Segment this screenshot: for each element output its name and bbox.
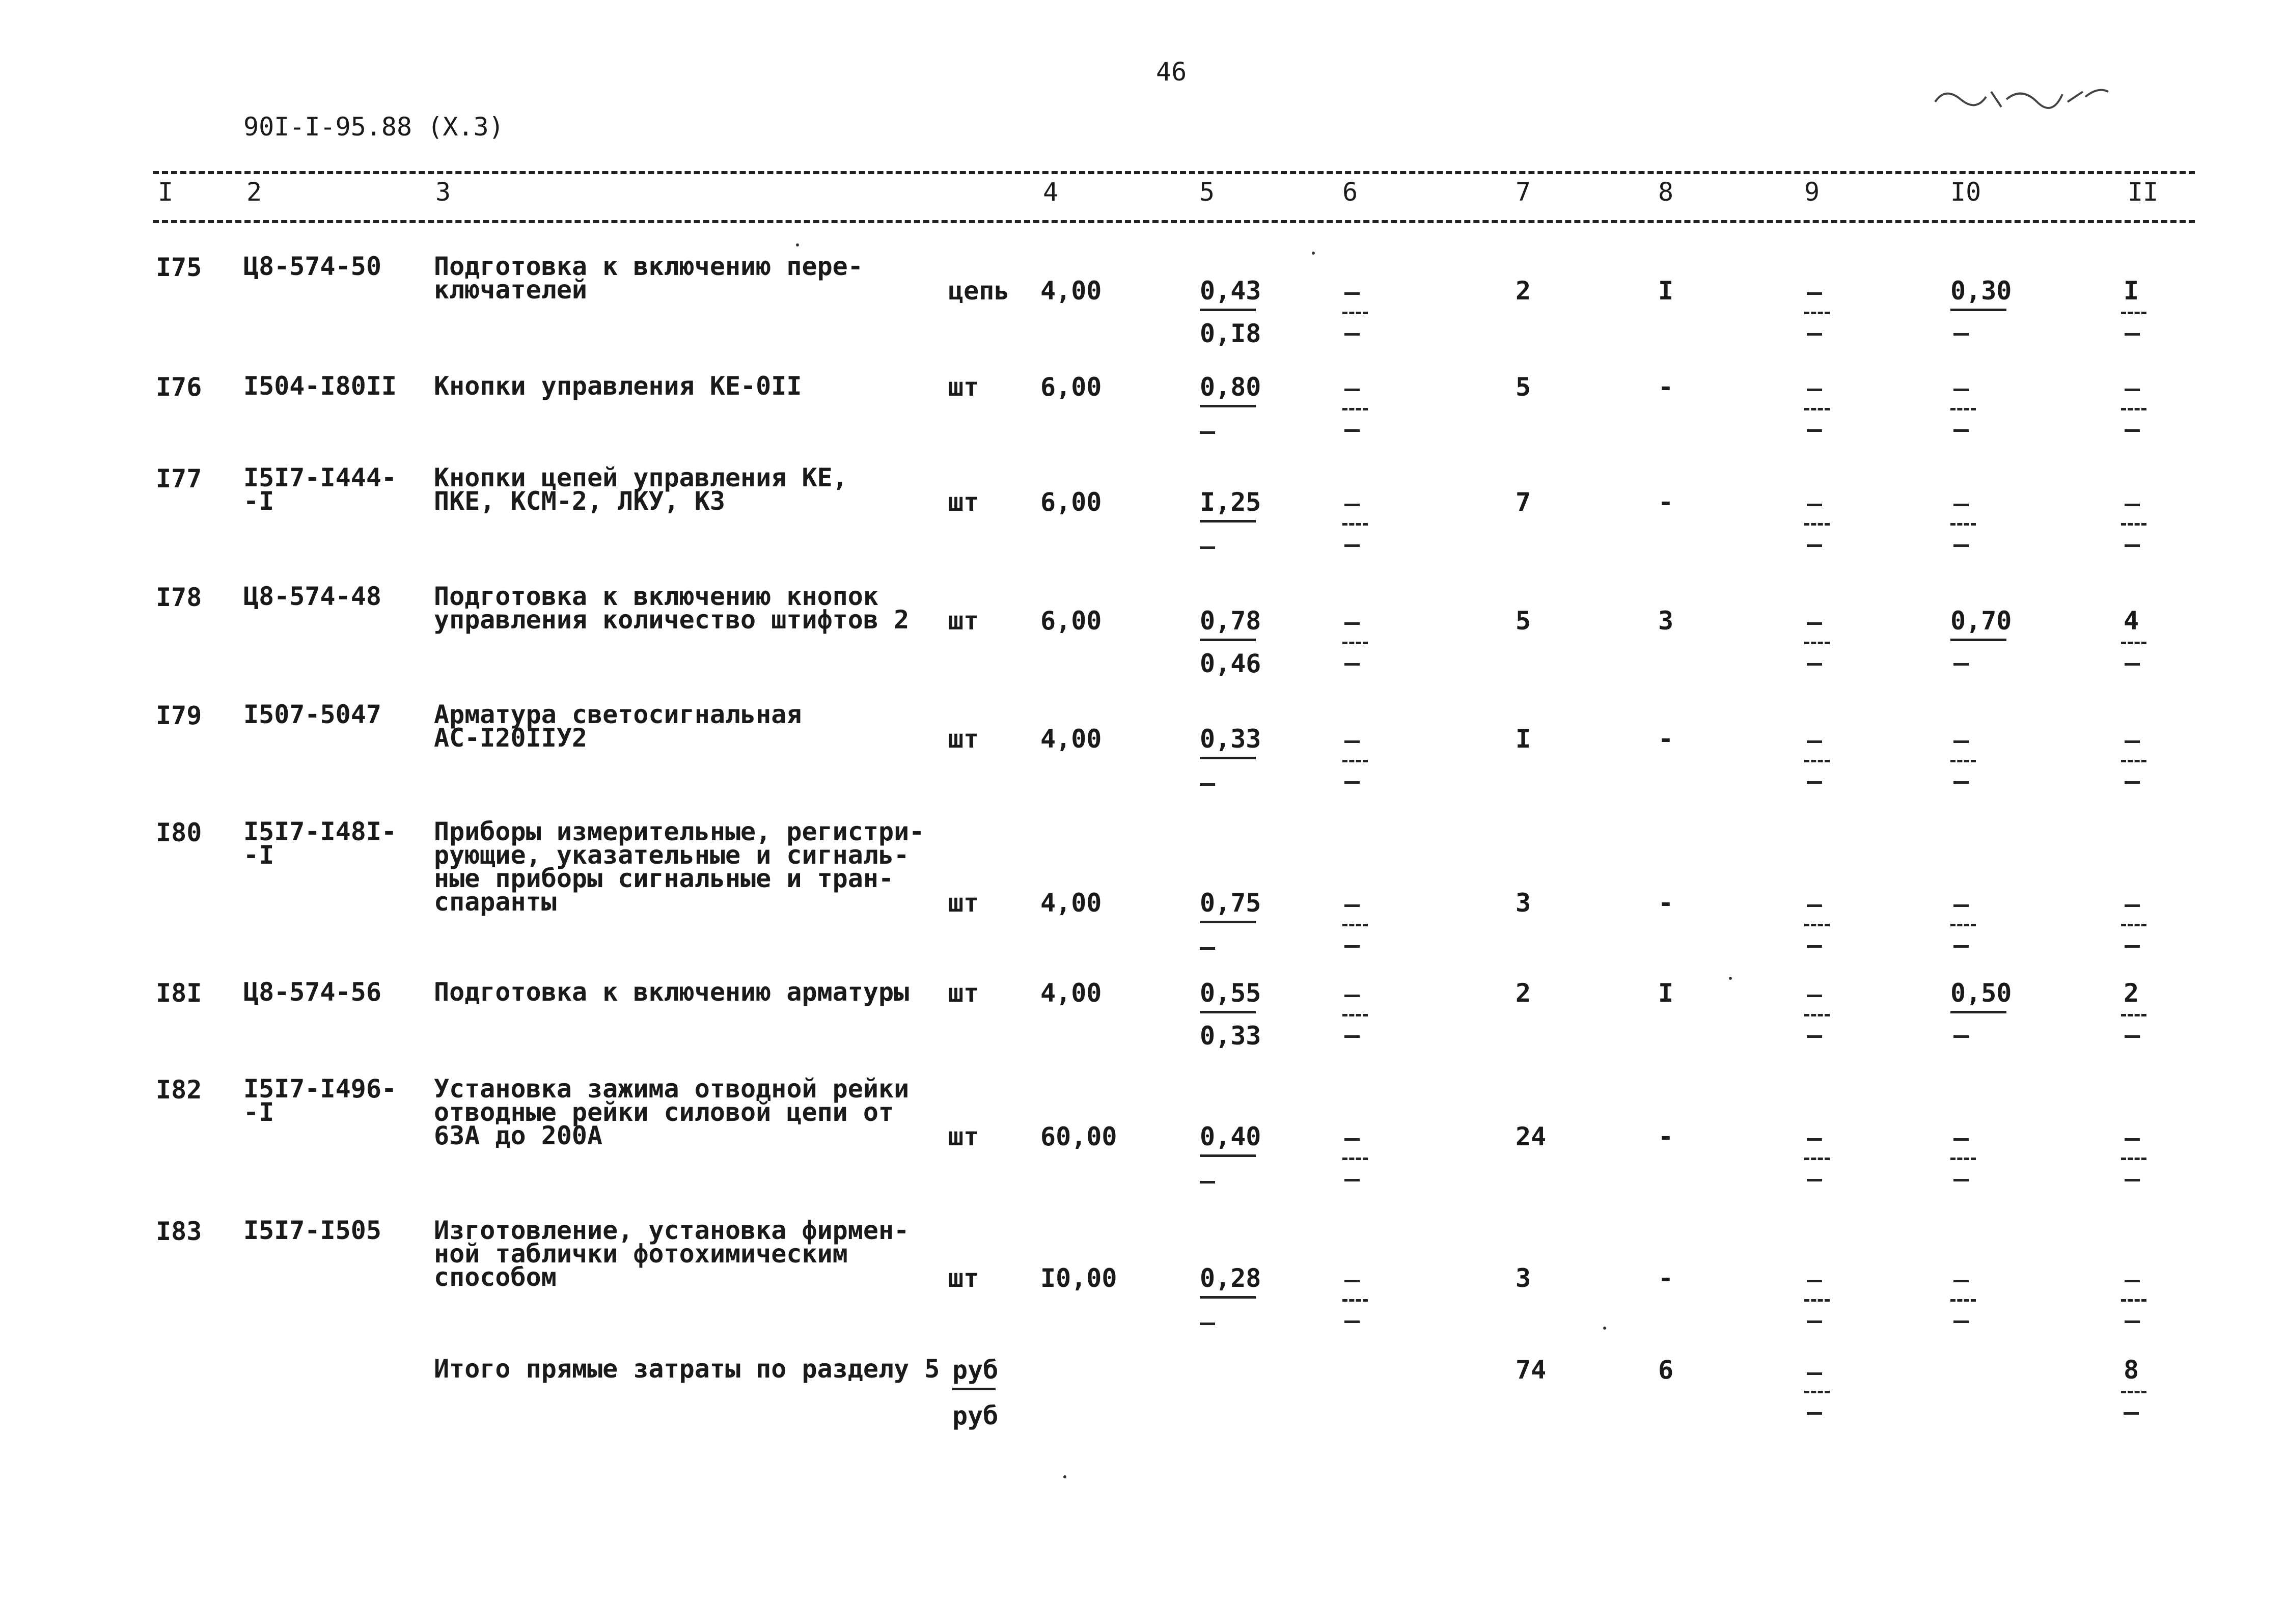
col9-dash [1807, 389, 1822, 391]
row-quantity: 6,00 [1040, 487, 1102, 517]
col10-value: 0,70 [1950, 606, 2012, 636]
row-quantity: 4,00 [1040, 888, 1102, 918]
col8-value: - [1658, 487, 1674, 517]
col10-dash-bottom [1953, 781, 1969, 784]
scan-speck [1729, 977, 1732, 980]
col10-dash-bottom [1953, 945, 1969, 948]
col6-dash-bottom [1344, 1179, 1360, 1181]
col8-value: - [1658, 724, 1674, 754]
col10-dash-bottom [1953, 429, 1969, 432]
col5-dash [1200, 1323, 1215, 1325]
col8-value: - [1658, 1263, 1674, 1293]
col8-value: 3 [1658, 606, 1674, 636]
row-description: Приборы измерительные, регистри- рующие, указательные и сигналь- ные приборы сигнальные и тран- спаранты [434, 817, 925, 917]
col11-bar [2121, 760, 2146, 762]
page-number: 46 [1156, 57, 1187, 87]
col7-value: 2 [1516, 978, 1531, 1008]
col11-dash-bottom [2125, 429, 2140, 432]
col10-bar [1950, 408, 1976, 410]
col8-value: - [1658, 888, 1674, 918]
col9-dash [1807, 904, 1822, 907]
col6-dash [1344, 504, 1360, 506]
col5-dash [1200, 1181, 1215, 1183]
total-col8: 6 [1658, 1355, 1674, 1385]
col6-bar [1342, 1014, 1368, 1016]
col6-bar [1342, 924, 1368, 926]
col11-value: 2 [2124, 978, 2139, 1008]
row-unit: шт [948, 724, 979, 754]
row-number: I82 [156, 1075, 202, 1105]
col10-dash [1953, 504, 1969, 506]
scan-speck [1312, 252, 1315, 255]
col9-dash-bottom [1807, 544, 1822, 547]
row-code: Ц8-574-50 [243, 252, 381, 281]
col9-dash [1807, 504, 1822, 506]
row-code: I504-I80II [243, 371, 397, 401]
col5-value: 0,40 [1200, 1122, 1261, 1151]
col11-dash-bottom [2125, 781, 2140, 784]
col-header-5: 5 [1199, 177, 1215, 207]
col9-dash [1807, 1138, 1822, 1141]
col8-value: I [1658, 276, 1674, 306]
col10-dash [1953, 740, 1969, 743]
col10-bar [1950, 309, 2006, 311]
col7-value: 24 [1516, 1122, 1547, 1151]
col5-bar [1200, 921, 1256, 923]
col6-bar [1342, 312, 1368, 314]
col5-bar [1200, 639, 1256, 641]
row-code: Ц8-574-56 [243, 977, 381, 1007]
col7-value: 2 [1516, 276, 1531, 306]
col-header-3: 3 [435, 177, 451, 207]
row-description: Установка зажима отводной рейки отводные рейки силовой цепи от 63А до 200А [434, 1074, 910, 1150]
col6-bar [1342, 408, 1368, 410]
header-bottom-rule [153, 220, 2195, 223]
col-header-10: I0 [1950, 177, 1981, 207]
document-code: 90I-I-95.88 (X.3) [243, 112, 504, 142]
col11-bar [2121, 408, 2146, 410]
total-col7: 74 [1516, 1355, 1547, 1385]
col5-value: I,25 [1200, 487, 1261, 517]
row-number: I76 [156, 372, 202, 402]
col11-bar [2121, 642, 2146, 644]
col6-dash [1344, 292, 1360, 295]
col5-value: 0,80 [1200, 372, 1261, 402]
col5-value: 0,33 [1200, 724, 1261, 754]
scan-speck [796, 243, 799, 246]
row-quantity: 60,00 [1040, 1122, 1117, 1151]
col10-dash-bottom [1953, 663, 1969, 666]
col9-bar [1804, 760, 1830, 762]
col-header-9: 9 [1804, 177, 1820, 207]
col10-dash [1953, 904, 1969, 907]
total-col11-bar [2121, 1391, 2146, 1393]
row-unit: цепь [948, 276, 1010, 306]
col11-dash [2125, 504, 2140, 506]
col6-dash-bottom [1344, 1035, 1360, 1038]
col9-dash-bottom [1807, 945, 1822, 948]
col11-bar [2121, 523, 2146, 526]
row-number: I75 [156, 253, 202, 282]
col9-dash [1807, 1280, 1822, 1282]
col11-dash-bottom [2125, 544, 2140, 547]
col7-value: 3 [1516, 1263, 1531, 1293]
col10-bar [1950, 639, 2006, 641]
col10-dash [1953, 1280, 1969, 1282]
col9-bar [1804, 408, 1830, 410]
col9-dash [1807, 292, 1822, 295]
row-unit: шт [948, 606, 979, 636]
col9-bar [1804, 924, 1830, 926]
row-number: I78 [156, 583, 202, 612]
col11-dash-bottom [2125, 945, 2140, 948]
col5-bar [1200, 405, 1256, 407]
total-unit-bar [952, 1388, 996, 1390]
col11-dash [2125, 1280, 2140, 1282]
row-unit: шт [948, 888, 979, 918]
col9-bar [1804, 312, 1830, 314]
col11-value: I [2124, 276, 2139, 306]
col5-dash [1200, 431, 1215, 434]
row-quantity: 6,00 [1040, 372, 1102, 402]
col9-bar [1804, 642, 1830, 644]
col11-dash [2125, 904, 2140, 907]
row-unit: шт [948, 1263, 979, 1293]
col6-dash [1344, 995, 1360, 997]
col5-value: 0,75 [1200, 888, 1261, 918]
handwritten-mark [1930, 76, 2113, 117]
col9-dash-bottom [1807, 1035, 1822, 1038]
col11-dash [2125, 1138, 2140, 1141]
row-number: I80 [156, 818, 202, 847]
total-col9-dash-bottom [1807, 1412, 1822, 1415]
col5-subvalue: 0,33 [1200, 1021, 1261, 1051]
header-top-rule [153, 171, 2195, 174]
row-code: Ц8-574-48 [243, 582, 381, 611]
col10-bar [1950, 924, 1976, 926]
col5-value: 0,55 [1200, 978, 1261, 1008]
col6-dash-bottom [1344, 663, 1360, 666]
col9-dash-bottom [1807, 333, 1822, 336]
row-number: I83 [156, 1217, 202, 1246]
row-description: Подготовка к включению арматуры [434, 977, 910, 1007]
row-unit: шт [948, 978, 979, 1008]
col-header-6: 6 [1342, 177, 1358, 207]
col10-value: 0,50 [1950, 978, 2012, 1008]
row-description: Подготовка к включению пере- ключателей [434, 252, 863, 305]
total-col9-dash [1807, 1372, 1822, 1375]
row-description: Изготовление, установка фирмен- ной таблички фотохимическим способом [434, 1216, 910, 1292]
col10-dash [1953, 389, 1969, 391]
col11-bar [2121, 1014, 2146, 1016]
col6-bar [1342, 642, 1368, 644]
col6-dash [1344, 622, 1360, 625]
col10-value: 0,30 [1950, 276, 2012, 306]
col10-bar [1950, 1299, 1976, 1302]
col-header-7: 7 [1516, 177, 1531, 207]
col7-value: 5 [1516, 606, 1531, 636]
col10-bar [1950, 760, 1976, 762]
col9-dash-bottom [1807, 1320, 1822, 1323]
col11-dash-bottom [2125, 663, 2140, 666]
row-code: I5I7-I444- -I [243, 463, 397, 516]
col-header-2: 2 [246, 177, 262, 207]
col5-bar [1200, 1011, 1256, 1013]
row-code: I5I7-I496- -I [243, 1074, 397, 1127]
col9-bar [1804, 1158, 1830, 1160]
row-description: Кнопки управления КЕ-0II [434, 371, 802, 401]
total-label: Итого прямые затраты по разделу 5 [434, 1354, 940, 1384]
col9-dash-bottom [1807, 781, 1822, 784]
col10-dash-bottom [1953, 333, 1969, 336]
col5-subvalue: 0,46 [1200, 649, 1261, 678]
col11-bar [2121, 312, 2146, 314]
col5-dash [1200, 546, 1215, 549]
row-unit: шт [948, 1122, 979, 1151]
col7-value: 7 [1516, 487, 1531, 517]
col5-bar [1200, 520, 1256, 522]
col6-bar [1342, 523, 1368, 526]
col5-bar [1200, 757, 1256, 759]
col5-bar [1200, 309, 1256, 311]
col5-dash [1200, 947, 1215, 950]
col11-dash [2125, 389, 2140, 391]
scan-speck [1603, 1327, 1606, 1330]
row-description: Подготовка к включению кнопок управления количество штифтов 2 [434, 582, 910, 635]
row-quantity: 4,00 [1040, 978, 1102, 1008]
row-quantity: I0,00 [1040, 1263, 1117, 1293]
col5-value: 0,43 [1200, 276, 1261, 306]
col6-dash [1344, 1138, 1360, 1141]
total-unit-top: руб [952, 1355, 999, 1385]
col11-dash-bottom [2125, 333, 2140, 336]
col6-dash-bottom [1344, 544, 1360, 547]
col9-bar [1804, 1014, 1830, 1016]
row-number: I77 [156, 464, 202, 493]
col10-dash [1953, 1138, 1969, 1141]
col6-dash [1344, 740, 1360, 743]
row-quantity: 4,00 [1040, 276, 1102, 306]
col11-bar [2121, 1158, 2146, 1160]
col11-bar [2121, 1299, 2146, 1302]
row-quantity: 6,00 [1040, 606, 1102, 636]
col8-value: - [1658, 372, 1674, 402]
col5-bar [1200, 1154, 1256, 1157]
col9-dash [1807, 995, 1822, 997]
col8-value: - [1658, 1122, 1674, 1151]
col10-bar [1950, 1158, 1976, 1160]
col7-value: 3 [1516, 888, 1531, 918]
col5-bar [1200, 1296, 1256, 1299]
col10-dash-bottom [1953, 1320, 1969, 1323]
row-unit: шт [948, 372, 979, 402]
col6-dash [1344, 904, 1360, 907]
col6-bar [1342, 1158, 1368, 1160]
col9-dash-bottom [1807, 1179, 1822, 1181]
scan-speck [1063, 1475, 1066, 1478]
row-unit: шт [948, 487, 979, 517]
row-code: I507-5047 [243, 700, 381, 729]
row-code: I5I7-I505 [243, 1216, 381, 1245]
col9-dash [1807, 740, 1822, 743]
row-number: I8I [156, 978, 202, 1008]
col11-dash-bottom [2125, 1320, 2140, 1323]
col9-bar [1804, 523, 1830, 526]
row-number: I79 [156, 701, 202, 730]
col7-value: 5 [1516, 372, 1531, 402]
col6-dash-bottom [1344, 333, 1360, 336]
row-quantity: 4,00 [1040, 724, 1102, 754]
col5-subvalue: 0,I8 [1200, 319, 1261, 348]
row-code: I5I7-I48I- -I [243, 817, 397, 870]
col-header-4: 4 [1043, 177, 1059, 207]
col6-dash-bottom [1344, 945, 1360, 948]
col6-dash [1344, 389, 1360, 391]
col11-dash [2125, 740, 2140, 743]
col9-dash [1807, 622, 1822, 625]
total-unit-bottom: руб [952, 1401, 999, 1430]
col-header-1: I [158, 177, 174, 207]
col10-bar [1950, 523, 1976, 526]
total-col11-dash-bottom [2124, 1412, 2139, 1415]
col9-dash-bottom [1807, 663, 1822, 666]
col6-dash [1344, 1280, 1360, 1282]
col5-dash [1200, 783, 1215, 786]
col11-value: 4 [2124, 606, 2139, 636]
col7-value: I [1516, 724, 1531, 754]
col9-bar [1804, 1299, 1830, 1302]
col6-dash-bottom [1344, 1320, 1360, 1323]
col9-dash-bottom [1807, 429, 1822, 432]
col11-bar [2121, 924, 2146, 926]
col6-dash-bottom [1344, 781, 1360, 784]
col10-dash-bottom [1953, 1179, 1969, 1181]
col10-dash-bottom [1953, 544, 1969, 547]
row-description: Кнопки цепей управления КЕ, ПКЕ, КСМ-2, ЛКУ, КЗ [434, 463, 848, 516]
total-col11: 8 [2124, 1355, 2139, 1385]
col5-value: 0,78 [1200, 606, 1261, 636]
col-header-8: 8 [1658, 177, 1674, 207]
col11-dash-bottom [2125, 1179, 2140, 1181]
total-col9-bar [1804, 1391, 1830, 1393]
col8-value: I [1658, 978, 1674, 1008]
col6-bar [1342, 1299, 1368, 1302]
col10-bar [1950, 1011, 2006, 1013]
row-description: Арматура светосигнальная АС-I20IIУ2 [434, 700, 802, 753]
col5-value: 0,28 [1200, 1263, 1261, 1293]
col6-bar [1342, 760, 1368, 762]
col6-dash-bottom [1344, 429, 1360, 432]
col11-dash-bottom [2125, 1035, 2140, 1038]
col-header-11: II [2128, 177, 2159, 207]
col10-dash-bottom [1953, 1035, 1969, 1038]
